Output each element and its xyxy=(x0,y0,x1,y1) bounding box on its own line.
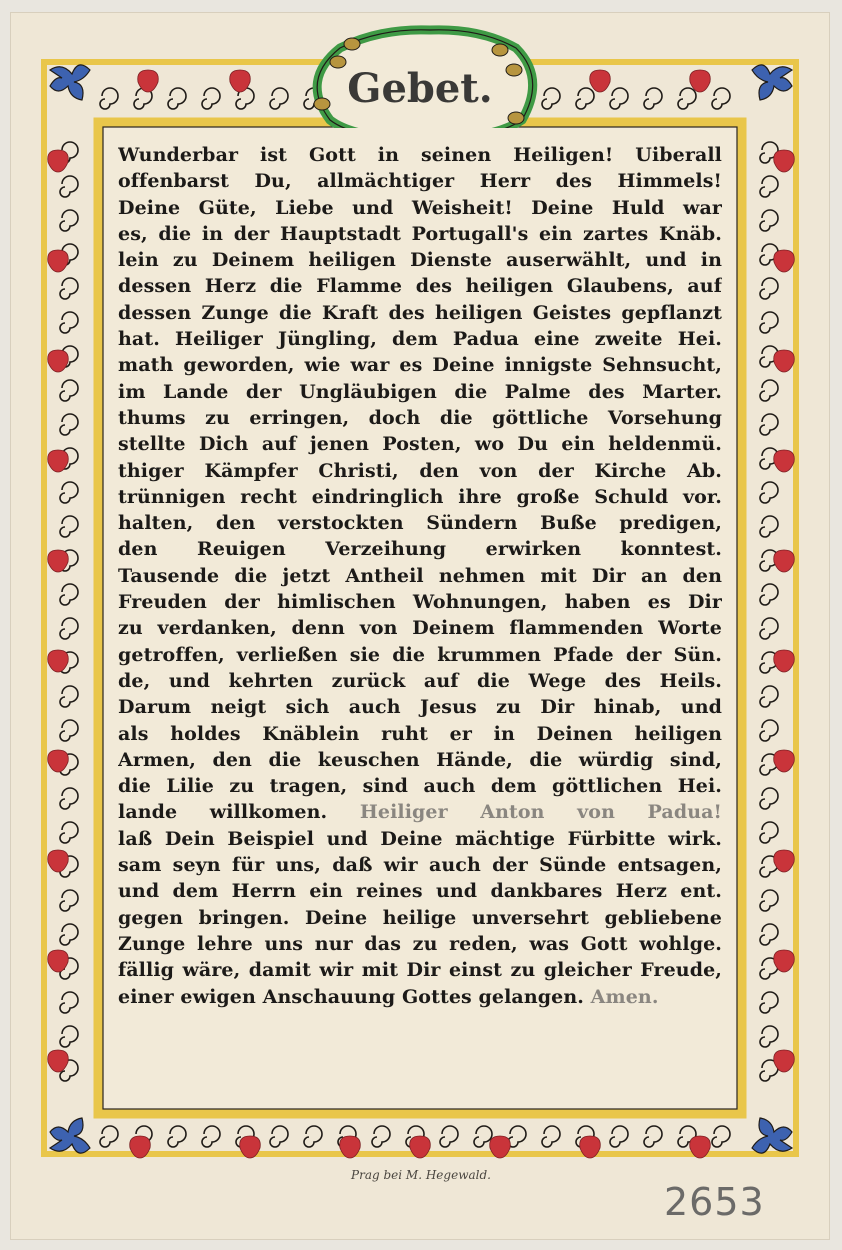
text-line xyxy=(118,405,722,431)
scroll-ornament xyxy=(60,788,78,809)
line-text: den Reuigen Verzeihung erwirken konntest. xyxy=(118,538,722,561)
scroll-ornament xyxy=(760,686,778,707)
berry-ornament xyxy=(48,550,69,572)
scroll-ornament xyxy=(60,380,78,401)
scroll-ornament xyxy=(760,482,778,503)
scroll-ornament xyxy=(760,924,778,945)
line-text: thiger Kämpfer Christi, den von der Kirche Ab. xyxy=(118,459,722,482)
line-text: offenbarst Du, allmächtiger Herr des Himmels! xyxy=(118,170,722,193)
line-text: zu verdanken, denn von Deinem flammenden Worte xyxy=(118,617,722,640)
scroll-ornament xyxy=(60,584,78,605)
handwritten-catalog-number: 2653 xyxy=(664,1180,765,1224)
scroll-ornament xyxy=(610,1126,628,1147)
line-text: thums zu erringen, doch die göttliche Vorsehung xyxy=(118,406,722,429)
scroll-ornament xyxy=(60,992,78,1013)
prayer-text xyxy=(118,142,722,1010)
berry-ornament xyxy=(774,1050,795,1072)
scroll-ornament xyxy=(202,1126,220,1147)
line-text: Darum neigt sich auch Jesus zu Dir hinab, und xyxy=(118,696,722,719)
scroll-ornament xyxy=(644,1126,662,1147)
text-line xyxy=(118,458,722,484)
text-line xyxy=(118,747,722,773)
scroll-ornament xyxy=(270,88,288,109)
line-text: Armen, den die keuschen Hände, die würdig sind, xyxy=(118,748,722,771)
berry-ornament xyxy=(774,650,795,672)
line-text: Zunge lehre uns nur das zu reden, was Gott wohlge. xyxy=(118,932,722,955)
scroll-ornament xyxy=(270,1126,288,1147)
scroll-ornament xyxy=(760,890,778,911)
printer-imprint: Prag bei M. Hegewald. xyxy=(351,1168,491,1182)
scroll-ornament xyxy=(60,1026,78,1047)
scroll-ornament xyxy=(576,88,594,109)
text-line xyxy=(118,352,722,378)
line-text: als holdes Knäblein ruht er in Deinen heiligen xyxy=(118,722,722,745)
line-text: Wunderbar ist Gott in seinen Heiligen! Uiberall xyxy=(118,144,722,166)
text-line xyxy=(118,773,722,799)
text-line xyxy=(118,300,722,326)
text-line xyxy=(118,431,722,457)
berry-ornament xyxy=(48,250,69,272)
text-line xyxy=(118,721,722,747)
text-line xyxy=(118,668,722,694)
line-text: lande willkomen. xyxy=(118,801,360,824)
berry-ornament xyxy=(774,450,795,472)
scroll-ornament xyxy=(202,88,220,109)
line-text: einer ewigen Anschauung Gottes gelangen. xyxy=(118,985,591,1008)
line-text: trünnigen recht eindringlich ihre große Schuld vor. xyxy=(118,485,722,508)
scroll-ornament xyxy=(760,720,778,741)
scroll-ornament xyxy=(760,584,778,605)
text-line xyxy=(118,379,722,405)
text-line xyxy=(118,642,722,668)
scroll-ornament xyxy=(60,822,78,843)
text-line xyxy=(118,221,722,247)
scroll-ornament xyxy=(60,482,78,503)
line-text: Deine Güte, Liebe und Weisheit! Deine Huld war xyxy=(118,196,722,219)
scroll-ornament xyxy=(542,88,560,109)
berry-ornament xyxy=(48,950,69,972)
line-text: getroffen, verließen sie die krummen Pfade der Sün. xyxy=(118,643,722,666)
line-text: und dem Herrn ein reines und dankbares Herz ent. xyxy=(118,880,722,903)
line-text: hat. Heiliger Jüngling, dem Padua eine zweite Hei. xyxy=(118,328,722,351)
scroll-ornament xyxy=(372,1126,390,1147)
text-line xyxy=(118,615,722,641)
amen-text: Amen. xyxy=(590,985,659,1008)
scroll-ornament xyxy=(60,686,78,707)
text-line xyxy=(118,326,722,352)
text-line xyxy=(118,563,722,589)
scroll-ornament xyxy=(60,618,78,639)
text-line xyxy=(118,195,722,221)
scroll-ornament xyxy=(712,1126,730,1147)
scroll-ornament xyxy=(100,1126,118,1147)
berry-ornament xyxy=(590,70,611,92)
scroll-ornament xyxy=(60,312,78,333)
berry-ornament xyxy=(48,350,69,372)
scroll-ornament xyxy=(760,176,778,197)
scroll-ornament xyxy=(760,516,778,537)
text-line xyxy=(118,799,722,825)
berry-ornament xyxy=(48,650,69,672)
text-line xyxy=(118,905,722,931)
scroll-ornament xyxy=(440,1126,458,1147)
berry-ornament xyxy=(48,750,69,772)
saint-name: Heiliger Anton von Padua! xyxy=(359,801,722,824)
scroll-ornament xyxy=(304,1126,322,1147)
scroll-ornament xyxy=(760,1026,778,1047)
scroll-ornament xyxy=(168,1126,186,1147)
text-line xyxy=(118,957,722,983)
text-line xyxy=(118,484,722,510)
scroll-ornament xyxy=(760,618,778,639)
scroll-ornament xyxy=(760,992,778,1013)
scroll-ornament xyxy=(760,210,778,231)
berry-ornament xyxy=(774,150,795,172)
berry-ornament xyxy=(774,750,795,772)
page-title: Gebet. xyxy=(347,64,493,112)
scroll-ornament xyxy=(60,414,78,435)
line-text: stellte Dich auf jenen Posten, wo Du ein heldenmü. xyxy=(118,433,722,456)
text-line xyxy=(118,273,722,299)
berry-ornament xyxy=(48,1050,69,1072)
line-text: im Lande der Ungläubigen die Palme des Marter. xyxy=(118,380,722,403)
text-line xyxy=(118,510,722,536)
line-text: die Lilie zu tragen, sind auch dem göttlichen Hei. xyxy=(118,775,722,798)
line-text: sam seyn für uns, daß wir auch der Sünde entsagen, xyxy=(118,854,722,877)
scroll-ornament xyxy=(474,1126,492,1147)
line-text: dessen Herz die Flamme des heiligen Glaubens, auf xyxy=(118,275,722,298)
text-line xyxy=(118,168,722,194)
scroll-ornament xyxy=(508,1126,526,1147)
text-line xyxy=(118,852,722,878)
text-line xyxy=(118,694,722,720)
scroll-ornament xyxy=(168,88,186,109)
scroll-ornament xyxy=(60,176,78,197)
scroll-ornament xyxy=(760,380,778,401)
scroll-ornament xyxy=(760,788,778,809)
text-line xyxy=(118,536,722,562)
line-text: es, die in der Hauptstadt Portugall's ein zartes Knäb. xyxy=(118,222,722,245)
berry-ornament xyxy=(774,350,795,372)
line-text: halten, den verstockten Sündern Buße predigen, xyxy=(118,512,722,535)
berry-ornament xyxy=(774,550,795,572)
scroll-ornament xyxy=(100,88,118,109)
text-line xyxy=(118,247,722,273)
berry-ornament xyxy=(48,150,69,172)
scroll-ornament xyxy=(678,88,696,109)
scroll-ornament xyxy=(644,88,662,109)
scroll-ornament xyxy=(760,278,778,299)
text-line xyxy=(118,142,722,168)
line-text: lein zu Deinem heiligen Dienste auserwählt, und in xyxy=(118,249,722,272)
berry-ornament xyxy=(774,250,795,272)
scroll-ornament xyxy=(60,720,78,741)
scroll-ornament xyxy=(60,278,78,299)
scroll-ornament xyxy=(610,88,628,109)
line-text: Tausende die jetzt Antheil nehmen mit Dir an den xyxy=(118,564,722,587)
text-line xyxy=(118,878,722,904)
scroll-ornament xyxy=(60,890,78,911)
text-line xyxy=(118,589,722,615)
text-line xyxy=(118,826,722,852)
scroll-ornament xyxy=(60,210,78,231)
scroll-ornament xyxy=(760,312,778,333)
berry-ornament xyxy=(48,850,69,872)
line-text: dessen Zunge die Kraft des heiligen Geistes gepflanzt xyxy=(118,301,722,324)
scroll-ornament xyxy=(60,924,78,945)
line-text: math geworden, wie war es Deine innigste Sehnsucht, xyxy=(118,354,722,377)
scroll-ornament xyxy=(542,1126,560,1147)
line-text: Freuden der himlischen Wohnungen, haben es Dir xyxy=(118,591,722,614)
scroll-ornament xyxy=(712,88,730,109)
line-text: laß Dein Beispiel und Deine mächtige Fürbitte wirk. xyxy=(118,827,722,850)
scroll-ornament xyxy=(760,414,778,435)
scroll-ornament xyxy=(760,822,778,843)
line-text: gegen bringen. Deine heilige unversehrt gebliebene xyxy=(118,906,722,929)
text-line xyxy=(118,931,722,957)
scroll-ornament xyxy=(60,516,78,537)
text-line xyxy=(118,984,722,1010)
line-text: de, und kehrten zurück auf die Wege des Heils. xyxy=(118,669,722,692)
line-text: fällig wäre, damit wir mit Dir einst zu gleicher Freude, xyxy=(118,959,722,982)
